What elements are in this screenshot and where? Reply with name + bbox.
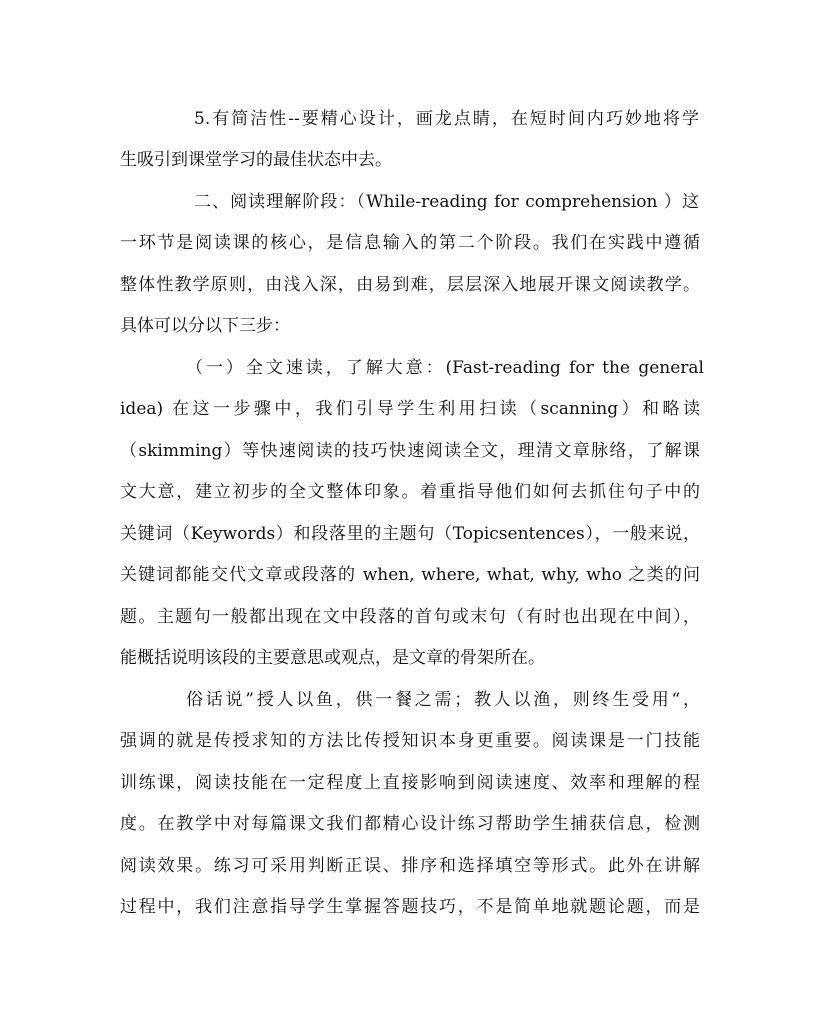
- paragraph-proverb-line-4: 度。在教学中对每篇课文我们都精心设计练习帮助学生捕获信息，检测: [120, 814, 700, 834]
- paragraph-proverb-line-6: 过程中，我们注意指导学生掌握答题技巧，不是简单地就题论题，而是: [120, 897, 700, 917]
- paragraph-step-1-line-4: 文大意，建立初步的全文整体印象。着重指导他们如何去抓住句子中的: [120, 482, 700, 502]
- paragraph-stage-2-line-4: 具体可以分以下三步：: [120, 316, 290, 336]
- paragraph-step-1-line-3: （skimming）等快速阅读的技巧快速阅读全文，理清文章脉络，了解课: [120, 441, 700, 461]
- paragraph-step-1-line-1: （一）全文速读，了解大意：(Fast-reading for the general: [186, 358, 704, 378]
- paragraph-point-5-line-1: 5.有简洁性--要精心设计，画龙点睛，在短时间内巧妙地将学: [194, 109, 699, 129]
- paragraph-point-5-line-2: 生吸引到课堂学习的最佳状态中去。: [120, 150, 392, 170]
- paragraph-stage-2-line-1: 二、阅读理解阶段：（While-reading for comprehension ）这: [194, 192, 699, 212]
- paragraph-proverb-line-3: 训练课，阅读技能在一定程度上直接影响到阅读速度、效率和理解的程: [120, 773, 700, 793]
- paragraph-step-1-line-7: 题。主题句一般都出现在文中段落的首句或末句（有时也出现在中间），: [120, 607, 700, 627]
- paragraph-step-1-line-2: idea) 在这一步骤中，我们引导学生利用扫读（scanning）和略读: [120, 399, 700, 419]
- paragraph-proverb-line-2: 强调的就是传授求知的方法比传授知识本身更重要。阅读课是一门技能: [120, 731, 700, 751]
- paragraph-stage-2-line-3: 整体性教学原则，由浅入深，由易到难，层层深入地展开课文阅读教学。: [120, 275, 700, 295]
- paragraph-proverb-line-1: 俗话说”授人以鱼，供一餐之需；教人以渔，则终生受用“，: [186, 690, 700, 710]
- paragraph-proverb-line-5: 阅读效果。练习可采用判断正误、排序和选择填空等形式。此外在讲解: [120, 856, 700, 876]
- paragraph-step-1-line-6: 关键词都能交代文章或段落的 when, where, what, why, who 之类的问: [120, 565, 700, 585]
- paragraph-stage-2-line-2: 一环节是阅读课的核心，是信息输入的第二个阶段。我们在实践中遵循: [120, 233, 700, 253]
- paragraph-step-1-line-8: 能概括说明该段的主要意思或观点，是文章的骨架所在。: [120, 648, 545, 668]
- paragraph-step-1-line-5: 关键词（Keywords）和段落里的主题句（Topicsentences），一般来说，: [120, 524, 700, 544]
